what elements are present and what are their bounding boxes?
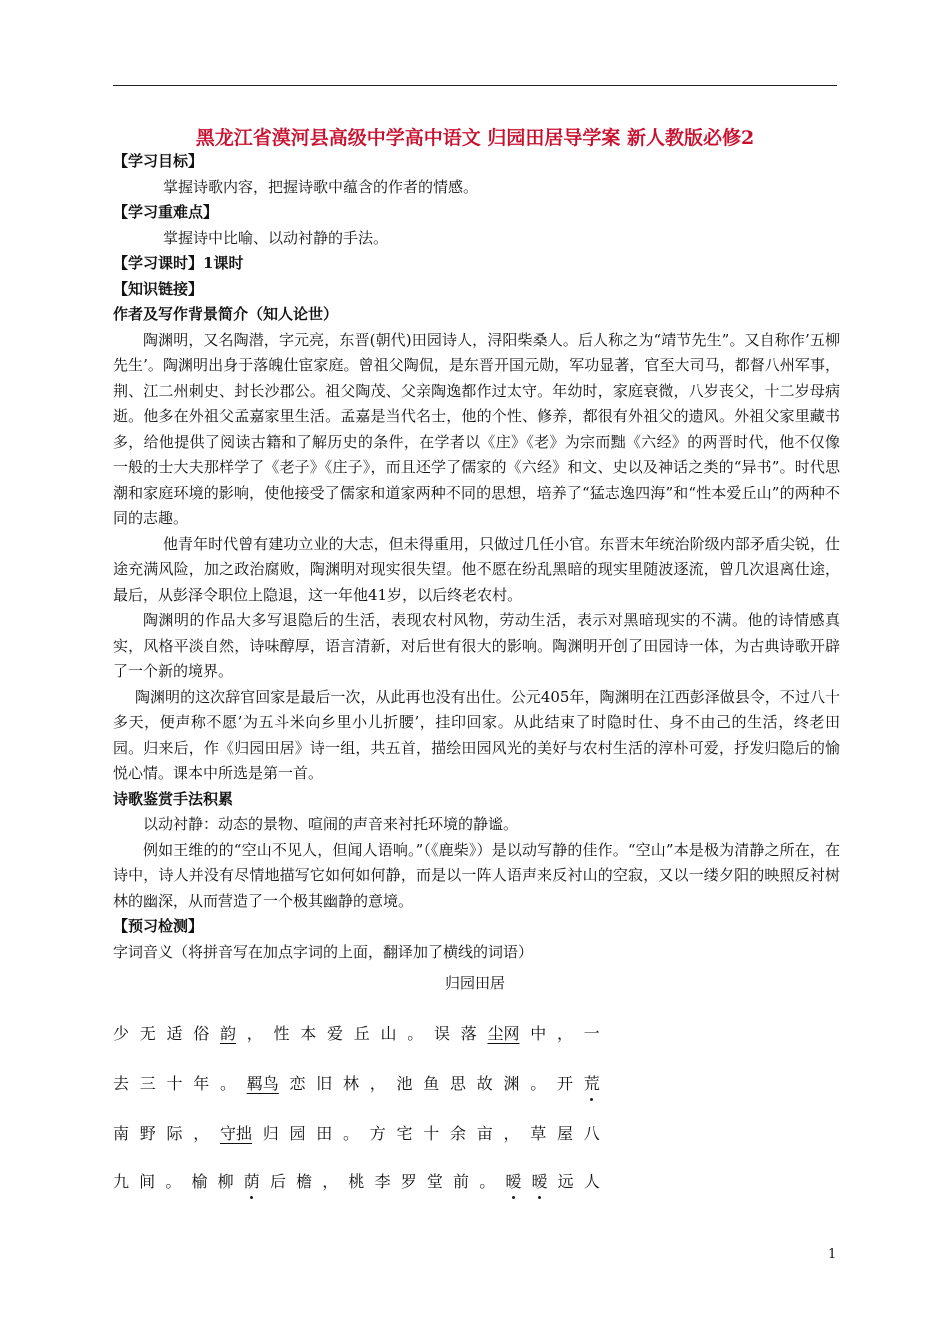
poem-char: 落 [460,1024,477,1043]
poem-char: 俗 [193,1024,210,1043]
document-title: 黑龙江省漠河县高级中学高中语文 归园田居导学案 新人教版必修2 [195,127,755,149]
poem-char: 人 [583,1172,600,1191]
poem-char: ， [503,1124,520,1143]
poem-char: 亩 [476,1124,493,1143]
poem-char: 爱 [327,1024,344,1043]
poem-char: 。 [530,1074,547,1093]
poem-char: 桃 [348,1172,365,1191]
poem-char: 年 [193,1074,210,1093]
poem-char: ， [246,1024,263,1043]
goal-text: 掌握诗歌内容，把握诗歌中蕴含的作者的情感。 [163,177,479,196]
poem-char: 故 [476,1074,493,1093]
poem-char: 九 [113,1172,130,1191]
page-number: 1 [828,1247,837,1262]
author-paragraph-4: 陶渊明的这次辞官回家是最后一次，从此再也没有出仕。公元405年，陶渊明在江西彭泽做县令，不过八十多天，便声称不愿’为五斗米向乡里小儿折腰’，挂印回家。从此结束了时隐时仕、身不由己的生活，终老田园。归来后，作《归园田居》诗一组，共五首，描绘田园风光的美好与农村生活的淳朴可爱，抒发归隐后的愉悦心情。课本中所选是第一首。 [113,687,840,782]
main-text [113,149,840,965]
author-paragraph-3: 陶渊明的作品大多写退隐后的生活，表现农村风物，劳动生活，表示对黑暗现实的不满。他的诗情感真实，风格平淡自然，诗味醇厚，语言清新，对后世有很大的影响。陶渊明开创了田园诗一体，为古典诗歌开辟了一个新的境界。 [113,611,840,680]
poem-char: 山 [380,1024,397,1043]
poem-char: 檐 [296,1172,313,1191]
poem-char: 间 [139,1172,156,1191]
poem-dotted-char: 荫 [244,1169,260,1193]
method-paragraph-2: 例如王维的的“空山不见人，但闻人语响。”（《鹿柴》）是以动写静的佳作。“空山”本是极为清静之所在，在诗中，诗人并没有尽情地描写它如何如何静，而是以一阵人语声来反衬山的空寂，又以一缕夕阳的映照反衬树林的幽深，从而营造了一个极其幽静的意境。 [113,840,840,910]
poem-char: 余 [450,1124,467,1143]
poem-char: 渊 [503,1074,520,1093]
poem-char: 少 [113,1024,130,1043]
poem-char: 田 [316,1124,333,1143]
poem-char: 恋 [289,1074,306,1093]
link-heading: 【知识链接】 [113,279,204,298]
poem-char: 堂 [426,1172,443,1191]
method-heading: 诗歌鉴赏手法积累 [113,789,234,808]
author-paragraph-2: 他青年时代曾有建功立业的大志，但未得重用，只做过几任小官。东晋末年统治阶级内部矛盾尖锐，仕途充满风险，加之政治腐败，陶渊明对现实很失望。他不愿在纷乱黑暗的现实里随波逐流，曾几次退离仕途，最后，从彭泽令职位上隐退，这一年他41岁，以后终老农村。 [113,534,840,604]
hours-line [113,251,840,277]
poem-char: 十 [423,1124,440,1143]
poem-char: 八 [583,1124,600,1143]
preview-instruction: 字词音义（将拼音写在加点字词的上面，翻译加了横线的词语） [113,942,534,961]
poem-char: ， [557,1024,574,1043]
poem-char: 草 [530,1124,547,1143]
key-heading: 【学习重难点】 [113,203,219,221]
poem-char: 远 [557,1172,574,1191]
poem-char: 园 [289,1124,306,1143]
poem-underlined-word: 尘网 [487,1024,520,1043]
poem-char: 一 [583,1024,600,1043]
poem-underlined-word: 守拙 [220,1124,253,1143]
poem-line-4 [113,1169,600,1193]
poem-char: 去 [113,1074,130,1093]
poem-char: 罗 [400,1172,417,1191]
poem-dotted-char: 荒 [584,1071,600,1095]
author-heading: 作者及写作背景简介（知人论世） [113,305,339,323]
poem-char: 。 [343,1124,360,1143]
poem-dotted-char: 暧 [532,1169,548,1193]
poem-char: 宅 [396,1124,413,1143]
poem-char: 本 [300,1024,317,1043]
poem-char: 屋 [557,1124,574,1143]
preview-heading: 【预习检测】 [113,917,204,935]
poem-char: ， [193,1124,210,1143]
poem-line-2 [113,1071,600,1095]
author-paragraph-1: 陶渊明，又名陶潜，字元亮，东晋(朝代)田园诗人，浔阳柴桑人。后人称之为“靖节先生”。又自称作’五柳先生’。陶渊明出身于落魄仕宦家庭。曾祖父陶侃，是东晋开国元勋，军功显著，官至大司马，都督八州军事，荆、江二州刺史、封长沙郡公。祖父陶茂、父亲陶逸都作过太守。年幼时，家庭衰微，八岁丧父，十二岁母病逝。他多在外祖父孟嘉家里生活。孟嘉是当代名士，他的个性、修养，都很有外祖父的遗风。外祖父家里藏书多，给他提供了阅读古籍和了解历史的条件，在学者以《庄》《老》为宗而黜《六经》的两晋时代，他不仅像一般的士大夫那样学了《老子》《庄子》，而且还学了儒家的《六经》和文、史以及神话之类的“异书”。时代思潮和家庭环境的影响，使他接受了儒家和道家两种不同的思想，培养了“猛志逸四海”和“性本爱丘山”的两种不同的志趣。 [113,330,840,527]
poem-line-1 [113,1021,600,1045]
poem-char: ， [369,1074,386,1093]
poem-char: 旧 [316,1074,333,1093]
poem-char: 丘 [353,1024,370,1043]
poem-title: 归园田居 [444,974,505,992]
poem-char: 柳 [217,1172,234,1191]
poem-char: 南 [113,1124,130,1143]
poem-char: 中 [530,1024,547,1043]
hours-heading: 【学习课时】 [113,254,204,272]
method-paragraph-1: 以动衬静：动态的景物、喧闹的声音来衬托环境的静谧。 [143,815,519,833]
poem-char: 池 [396,1074,413,1093]
poem-char: 后 [269,1172,286,1191]
poem-char: 思 [450,1074,467,1093]
poem-char: 林 [343,1074,360,1093]
poem-underlined-word: 韵 [220,1024,237,1043]
top-rule [113,85,837,86]
poem-char: 无 [139,1024,156,1043]
poem-char: 野 [139,1124,156,1143]
poem-char: 适 [166,1024,183,1043]
poem-char: 。 [479,1172,496,1191]
key-text: 掌握诗中比喻、以动衬静的手法。 [163,228,389,247]
hours-value: 1课时 [203,254,244,272]
poem-underlined-word: 羁鸟 [246,1074,279,1093]
poem-char: 开 [557,1074,574,1093]
poem-line-3 [113,1121,600,1145]
poem-char: 归 [262,1124,279,1143]
poem-char: 性 [273,1024,290,1043]
poem-char: 误 [434,1024,451,1043]
poem-char: 榆 [191,1172,208,1191]
poem-char: 前 [453,1172,470,1191]
poem-char: ， [322,1172,339,1191]
goal-heading: 【学习目标】 [113,152,204,170]
poem-char: 际 [166,1124,183,1143]
poem-char: 。 [220,1074,237,1093]
poem-char: 。 [165,1172,182,1191]
poem-char: 李 [374,1172,391,1191]
poem-char: 。 [407,1024,424,1043]
poem-char: 鱼 [423,1074,440,1093]
poem-char: 三 [139,1074,156,1093]
poem-char: 十 [166,1074,183,1093]
poem-dotted-char: 暧 [505,1169,521,1193]
poem-char: 方 [369,1124,386,1143]
